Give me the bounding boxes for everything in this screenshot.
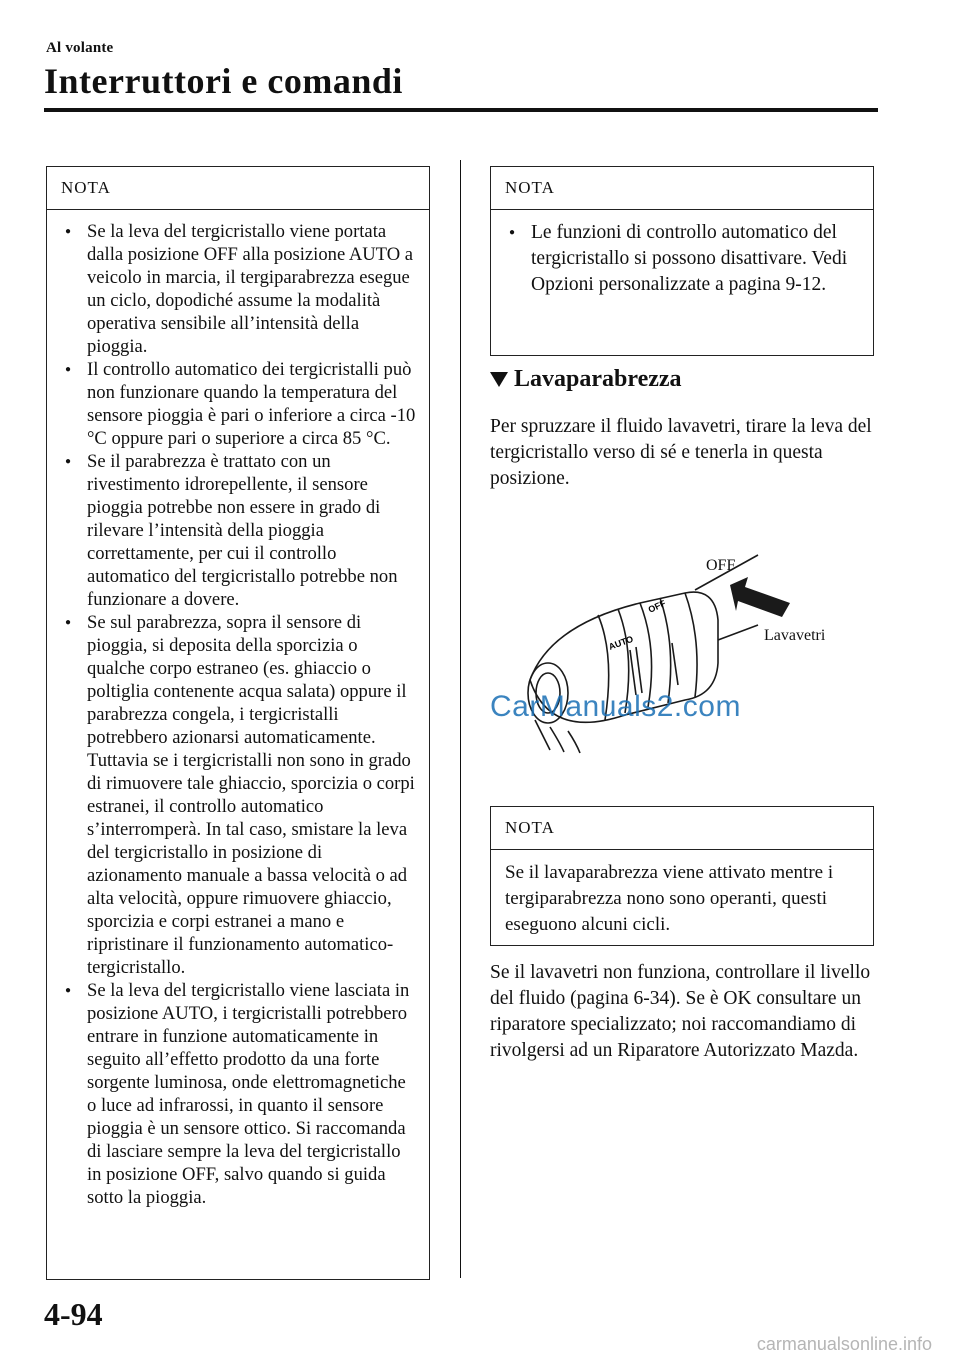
page-title: Interruttori e comandi — [44, 61, 403, 101]
section-heading-text: Lavaparabrezza — [514, 366, 682, 392]
nota-bullet: ● Se sul parabrezza, sopra il sensore di pioggia, si deposita della sporcizia o qualche corpo estraneo (es. ghiaccio o poltiglia contenente acqua salata) oppure il parabrezza congela, i tergicristalli potrebbero azionarsi automaticamente. Tuttavia se i tergicristalli non sono in grado di rimuovere tale ghiaccio, sporcizia o corpi estranei, il controllo automatico s’interromperà. In tal caso, smistare la leva del tergicristallo in posizione di azionamento manuale a bassa velocità o ad alta velocità, oppure rimuovere ghiaccio, sporcizia e corpi estranei a mano e ripristinare il funzionamento automatico-tergicristallo. — [61, 611, 417, 979]
pull-arrow-icon — [730, 577, 790, 617]
nota-bullet: ● Se il parabrezza è trattato con un rivestimento idrorepellente, il sensore pioggia potrebbe non essere in grado di rilevare l’intensità della pioggia correttamente, per cui il controllo automatico del tergicristallo potrebbe non funzionare a dovere. — [61, 450, 417, 611]
off-label: OFF — [706, 557, 736, 574]
nota-heading: NOTA — [491, 167, 873, 210]
nota-bullet: ● Le funzioni di controllo automatico del tergicristallo si possono disattivare. Vedi Opzioni personalizzate a pagina 9-12. — [505, 220, 861, 298]
section-label: Al volante — [46, 40, 114, 56]
washer-label: Lavavetri — [764, 627, 826, 644]
left-nota-box — [46, 166, 430, 1280]
nota-text: Se il lavaparabrezza viene attivato mentre i tergiparabrezza nono sono operanti, questi eseguono alcuni cicli. — [505, 862, 834, 935]
lever-off-mark: OFF — [646, 598, 668, 615]
nota-bullet: ● Il controllo automatico dei tergicristalli può non funzionare quando la temperatura del sensore pioggia è pari o inferiore a circa -10 °C oppure pari o superiore a circa 85 °C. — [61, 358, 417, 450]
nota-heading: NOTA — [47, 167, 429, 210]
nota-bullet: ● Se la leva del tergicristallo viene lasciata in posizione AUTO, i tergicristalli potrebbero entrare in funzione automaticamente in seguito all’effetto prodotto da una forte sorgente luminosa, onde elettromagnetiche o luce ad infrarossi, in quanto il sensore pioggia è un sensore ottico. Si raccomanda di lasciare sempre la leva del tergicristallo in posizione OFF, salvo quando si guida sotto la pioggia. — [61, 979, 417, 1209]
triangle-bullet-icon — [490, 372, 508, 387]
lever-auto-mark: AUTO — [607, 633, 635, 652]
washer-intro: Per spruzzare il fluido lavavetri, tirare la leva del tergicristallo verso di sé e tenerla in questa posizione. — [490, 416, 872, 489]
nota-bullet: ● Se la leva del tergicristallo viene portata dalla posizione OFF alla posizione AUTO a veicolo in marcia, il tergiparabrezza esegue un ciclo, dopodiché assume la modalità operativa sensibile all’intensità della pioggia. — [61, 220, 417, 358]
right-nota-box-top — [490, 166, 874, 356]
nota-heading: NOTA — [491, 807, 873, 850]
right-nota-box-bottom — [490, 806, 874, 946]
column-divider — [460, 160, 461, 1278]
page-number: 4-94 — [44, 1296, 103, 1332]
title-rule — [44, 108, 878, 112]
washer-closing: Se il lavavetri non funziona, controllare il livello del fluido (pagina 6-34). Se è OK consultare un riparatore specializzato; noi raccomandiamo di rivolgersi ad un Riparatore Autorizzato Mazda. — [490, 962, 871, 1061]
footer-site: carmanualsonline.info — [756, 1334, 932, 1354]
watermark-text: CarManuals2.com — [490, 690, 741, 723]
section-heading — [490, 366, 682, 393]
